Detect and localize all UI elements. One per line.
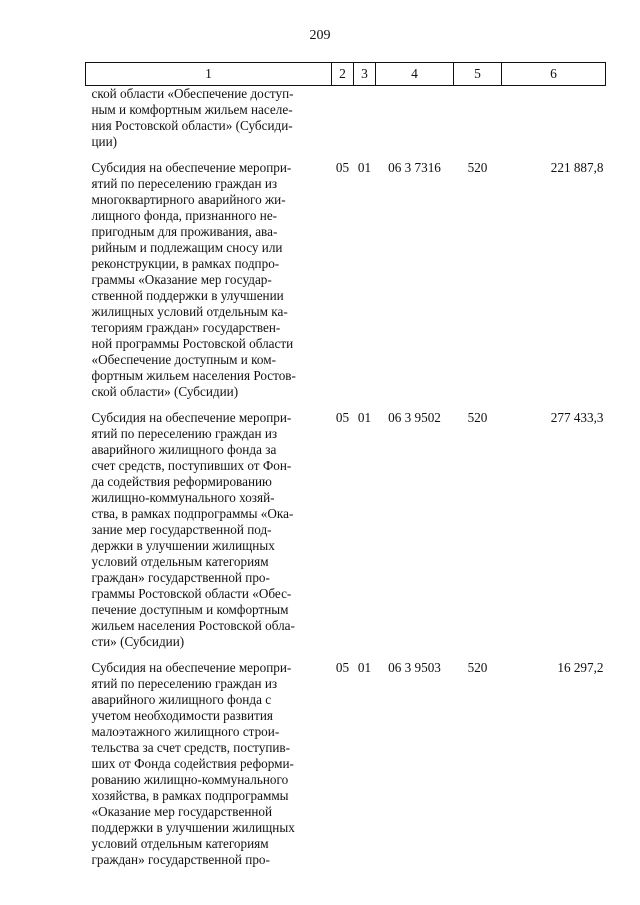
description-line: граммы «Оказание мер государ- — [91, 272, 272, 287]
description-line: фортным жильем населения Ростов- — [91, 368, 296, 383]
table-row — [86, 660, 606, 878]
row-target-article: 06 3 7316 — [388, 160, 441, 175]
column-header-2: 2 — [332, 63, 354, 86]
row-target-article: 06 3 9503 — [388, 660, 441, 675]
description-line: многоквартирного аварийного жи- — [91, 192, 286, 207]
row-subsection: 01 — [357, 410, 372, 425]
description-line: да содействия реформированию — [91, 474, 272, 489]
row-expense-type: 520 — [467, 410, 488, 425]
row-amount: 221 887,8 — [550, 160, 604, 175]
table-row — [86, 86, 606, 161]
description-line: сти» (Субсидии) — [91, 634, 185, 649]
row-target-article — [376, 86, 454, 161]
description-line: ния Ростовской области» (Субсиди- — [91, 118, 293, 133]
description-line: граммы Ростовской области «Обес- — [91, 586, 292, 601]
row-subsection: 01 — [357, 660, 372, 675]
description-line: пригодным для проживания, ава- — [91, 224, 278, 239]
description-line: рийным и подлежащим сносу или — [91, 240, 283, 255]
row-description — [86, 660, 332, 878]
table-body — [86, 86, 606, 879]
description-line: ятий по переселению граждан из — [91, 426, 278, 441]
description-line: Субсидия на обеспечение меропри- — [91, 410, 292, 425]
table-header-row — [86, 63, 606, 86]
description-line: жилищно-коммунального хозяй- — [91, 490, 275, 505]
row-description — [86, 86, 332, 161]
column-header-1: 1 — [86, 63, 332, 86]
description-line: тегориям граждан» государствен- — [91, 320, 281, 335]
description-line: ятий по переселению граждан из — [91, 176, 278, 191]
row-description — [86, 160, 332, 410]
description-line: граждан» государственной про- — [91, 852, 270, 867]
column-header-5: 5 — [454, 63, 502, 86]
description-line: ным и комфортным жильем населе- — [91, 102, 293, 117]
row-expense-type: 520 — [467, 660, 488, 675]
column-header-4: 4 — [376, 63, 454, 86]
description-line: жильем населения Ростовской обла- — [91, 618, 295, 633]
description-line: аварийного жилищного фонда с — [91, 692, 272, 707]
description-line: Субсидия на обеспечение меропри- — [91, 660, 292, 675]
description-line: условий отдельным категориям — [91, 554, 269, 569]
description-line: малоэтажного жилищного строи- — [91, 724, 280, 739]
row-section — [332, 86, 354, 161]
table-row — [86, 410, 606, 660]
description-line: счет средств, поступивших от Фон- — [91, 458, 292, 473]
column-header-3: 3 — [354, 63, 376, 86]
row-subsection: 01 — [357, 160, 372, 175]
description-line: граждан» государственной про- — [91, 570, 270, 585]
row-section: 05 — [335, 410, 350, 425]
description-line: хозяйства, в рамках подпрограммы — [91, 788, 289, 803]
description-line: ших от Фонда содействия реформи- — [91, 756, 294, 771]
description-line: зание мер государственной под- — [91, 522, 272, 537]
description-line: поддержки в улучшении жилищных — [91, 820, 295, 835]
row-subsection — [354, 86, 376, 161]
description-line: аварийного жилищного фонда за — [91, 442, 277, 457]
description-line: держки в улучшении жилищных — [91, 538, 275, 553]
description-line: «Обеспечение доступным и ком- — [91, 352, 276, 367]
description-line: лищного фонда, признанного не- — [91, 208, 278, 223]
description-line: ства, в рамках подпрограммы «Ока- — [91, 506, 294, 521]
description-line: учетом необходимости развития — [91, 708, 274, 723]
row-expense-type — [454, 86, 502, 161]
row-section: 05 — [335, 160, 350, 175]
row-description — [86, 410, 332, 660]
description-line: условий отдельным категориям — [91, 836, 269, 851]
description-line: ной программы Ростовской области — [91, 336, 294, 351]
table-row — [86, 160, 606, 410]
row-expense-type: 520 — [467, 160, 488, 175]
description-line: «Оказание мер государственной — [91, 804, 273, 819]
description-line: ции) — [91, 134, 118, 149]
budget-table — [85, 62, 606, 878]
page-number: 209 — [309, 28, 331, 43]
description-line: ятий по переселению граждан из — [91, 676, 278, 691]
row-amount: 16 297,2 — [557, 660, 604, 675]
row-amount — [502, 86, 606, 161]
description-line: ственной поддержки в улучшении — [91, 288, 284, 303]
row-section: 05 — [335, 660, 350, 675]
description-line: Субсидия на обеспечение меропри- — [91, 160, 292, 175]
description-line: ской области «Обеспечение доступ- — [91, 86, 294, 101]
row-target-article: 06 3 9502 — [388, 410, 441, 425]
description-line: ской области» (Субсидии) — [91, 384, 239, 399]
row-amount: 277 433,3 — [550, 410, 604, 425]
description-line: жилищных условий отдельным ка- — [91, 304, 288, 319]
description-line: реконструкции, в рамках подпро- — [91, 256, 280, 271]
column-header-6: 6 — [502, 63, 606, 86]
description-line: тельства за счет средств, поступив- — [91, 740, 291, 755]
description-line: печение доступным и комфортным — [91, 602, 289, 617]
description-line: рованию жилищно-коммунального — [91, 772, 289, 787]
